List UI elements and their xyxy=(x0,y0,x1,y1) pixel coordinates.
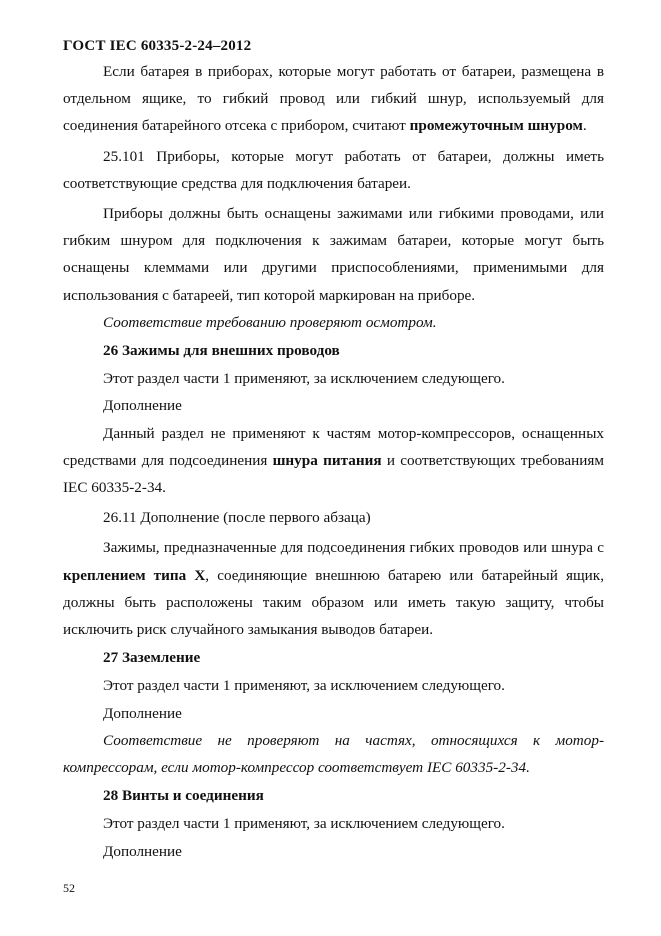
section-26-title: 26 Зажимы для внешних проводов xyxy=(103,342,340,360)
section-28-intro: Этот раздел части 1 применяют, за исключением следующего. xyxy=(103,815,505,833)
clause-25-101: 25.101 Приборы, которые могут работать от батареи, должны иметь соответствующие средства для подключения батареи. xyxy=(63,147,604,192)
document-body xyxy=(63,58,604,865)
document-header: ГОСТ IEC 60335-2-24–2012 xyxy=(63,38,252,54)
term-interconnection-cord: промежуточным шнуром xyxy=(409,117,583,135)
section-27-intro: Этот раздел части 1 применяют, за исключением следующего. xyxy=(103,677,505,695)
section-27-note: Соответствие не проверяют на частях, относящихся к мотор-компрессорам, если мотор-компрессор соответствует IEC 60335-2-34. xyxy=(63,731,604,777)
paragraph-terminals: Приборы должны быть оснащены зажимами или гибкими проводами, или гибким шнуром для подключения к зажимам батареи, которые могут быть оснащены клеммами или другими приспособлениями, применимыми для использования с батареей, тип которой маркирован на приборе. xyxy=(63,205,604,304)
term-supply-cord: шнура питания xyxy=(272,451,382,469)
page-number: 52 xyxy=(63,881,75,895)
section-28-addition: Дополнение xyxy=(103,842,182,860)
section-26-intro: Этот раздел части 1 применяют, за исключением следующего. xyxy=(103,370,505,388)
section-26-paragraph: Данный раздел не применяют к частям мотор-компрессоров, оснащенных средствами для подсоединения шнура питания и соответствующих требованиям IEC 60335-2-34. xyxy=(63,424,604,497)
section-27-title: 27 Заземление xyxy=(103,649,201,667)
section-26-addition: Дополнение xyxy=(103,397,182,415)
clause-26-11: 26.11 Дополнение (после первого абзаца) xyxy=(103,509,371,527)
term-type-x-attachment: креплением типа X xyxy=(63,566,206,584)
section-26-paragraph-2: Зажимы, предназначенные для подсоединения гибких проводов или шнура с креплением типа X, соединяющие внешнюю батарею или батарейный ящик, должны быть расположены таким образом или иметь такую защиту, чтобы исключить риск случайного замыкания выводов батареи. xyxy=(63,539,604,639)
compliance-note: Соответствие требованию проверяют осмотром. xyxy=(103,313,437,331)
section-27-addition: Дополнение xyxy=(103,704,182,722)
section-28-title: 28 Винты и соединения xyxy=(103,787,264,805)
paragraph-battery-box: Если батарея в приборах, которые могут работать от батареи, размещена в отдельном ящике, то гибкий провод или гибкий шнур, используемый для соединения батарейного отсека с прибором, считают промежуточным шнуром. xyxy=(63,63,604,135)
